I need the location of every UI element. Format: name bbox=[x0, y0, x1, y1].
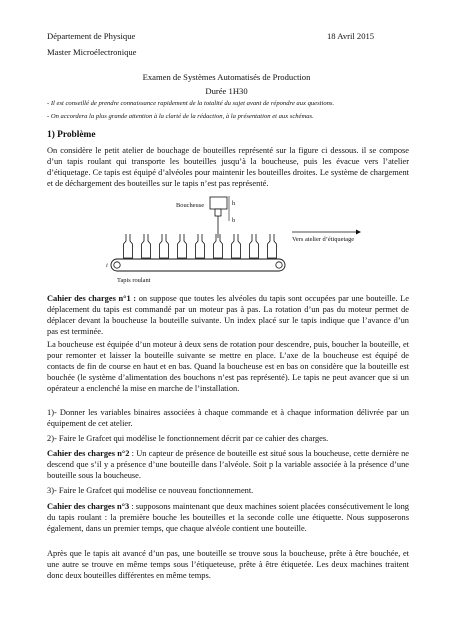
question-1: 1)- Donner les variables binaires associées à chaque commande et à chaque information délivrée par un équipement de cet atelier. bbox=[47, 408, 409, 428]
bottle-2 bbox=[142, 234, 151, 258]
question-2: 2)- Faire le Grafcet qui modélise le fonctionnement décrit par ce cahier des charges. bbox=[47, 434, 329, 443]
question-3: 3)- Faire le Grafcet qui modélise ce nouveau fonctionnement. bbox=[47, 486, 254, 495]
cahier-3-title: Cahier des charges n°3 bbox=[47, 502, 130, 511]
bottle-4 bbox=[178, 234, 187, 258]
instruction-note-1: - Il est conseillé de prendre connaissance rapidement de la totalité du sujet avant de répondre aux questions. bbox=[47, 100, 335, 107]
exam-duration: Durée 1H30 bbox=[205, 86, 248, 96]
cahier-2-title: Cahier des charges n°2 bbox=[47, 449, 130, 458]
bottle-7 bbox=[232, 234, 241, 258]
exam-title: Examen de Systèmes Automatisés de Production bbox=[142, 72, 311, 82]
low-sensor-label: b bbox=[232, 217, 236, 224]
program-label: Master Microélectronique bbox=[47, 47, 137, 57]
direction-arrow bbox=[292, 230, 361, 235]
cahier-3-text: : supposons maintenant que deux machines soient placées consécutivement le long du tapis roulant : la première bouche les bouteilles et la seconde colle une étiquette. Nous supposerons également, dans un premier temps, que chaque alvéole contient une bouteille. bbox=[47, 502, 409, 533]
boucheuse-paragraph: La boucheuse est équipée d’un moteur à deux sens de rotation pour descendre, puis, boucher la bouteille, et pour remonter et laisser la bouteille suivante se mettre en place. L’axe de la boucheuse est équipé de contacts de fin de course en haut et en bas. Quand la boucheuse est en bas on considère que la bouteille est bouchée (le système d’alimentation des bouchons n’est pas représenté). Le tapis ne peut avancer que si un opérateur a enclenché la mise en marche de l’installation. bbox=[47, 340, 409, 393]
exam-date: 18 Avril 2015 bbox=[327, 31, 375, 41]
tapis-label: Tapis roulant bbox=[117, 277, 151, 284]
cahier-3-paragraph bbox=[47, 502, 409, 535]
boucheuse-label: Boucheuse bbox=[176, 202, 205, 209]
cahier-1-title: Cahier des charges n°1 : bbox=[47, 294, 137, 303]
intro-paragraph: On considère le petit atelier de bouchage de bouteilles représenté sur la figure ci dessous. il se compose d’un tapis roulant qui transporte les bouteilles jusqu’à la boucheuse, puis les évacue vers l’atelier d’étiquetage. Ce tapis est équipé d’alvéoles pour maintenir les bouteilles droites. Le système de chargement et de déchargement des bouteilles sur le tapis n’est pas représenté. bbox=[47, 146, 409, 188]
bottle-8 bbox=[250, 234, 259, 258]
cahier-2-paragraph bbox=[47, 449, 409, 482]
department-label: Département de Physique bbox=[47, 31, 136, 41]
cahier-1-text: on suppose que toutes les alvéoles du tapis sont occupées par une bouteille. Le déplacement du tapis est commandé par un moteur pas à pas. La rotation d’un pas du moteur permet de déplacer devant la boucheuse la bouteille suivante. Un index placé sur le tapis indique que l’avance d’un pas est terminée. bbox=[47, 294, 409, 336]
arrow-label: Vers atelier d’étiquetage bbox=[292, 236, 355, 243]
bottle-9 bbox=[268, 234, 277, 258]
instruction-note-2: - On accordera la plus grande attention à la clarté de la rédaction, à la présentation et aux schémas. bbox=[47, 113, 314, 120]
cahier-1-paragraph bbox=[47, 294, 409, 338]
section-heading: 1) Problème bbox=[47, 130, 96, 140]
conveyor-belt bbox=[111, 259, 285, 271]
bottle-3 bbox=[160, 234, 169, 258]
bottle-1 bbox=[124, 234, 133, 258]
bottle-5 bbox=[196, 234, 205, 258]
high-sensor-label: h bbox=[232, 200, 236, 207]
cahier-2-text: : Un capteur de présence de bouteille est situé sous la boucheuse, cette dernière ne descend que s’il y a présence d’une bouteille dans l’alvéole. Soit p la variable associée à la présence d’une bouteille sous la boucheuse. bbox=[47, 449, 409, 480]
bottle-row bbox=[124, 234, 277, 258]
index-label: i bbox=[106, 262, 108, 269]
boucheuse-machine bbox=[210, 196, 229, 238]
last-paragraph: Après que le tapis ait avancé d’un pas, une bouteille se trouve sous la boucheuse, prête à être bouchée, et une autre se trouve en même temps sous l’étiqueteuse, prête à être étiquetée. Les deux machines traitent donc deux bouteilles différentes en même temps. bbox=[47, 549, 409, 580]
